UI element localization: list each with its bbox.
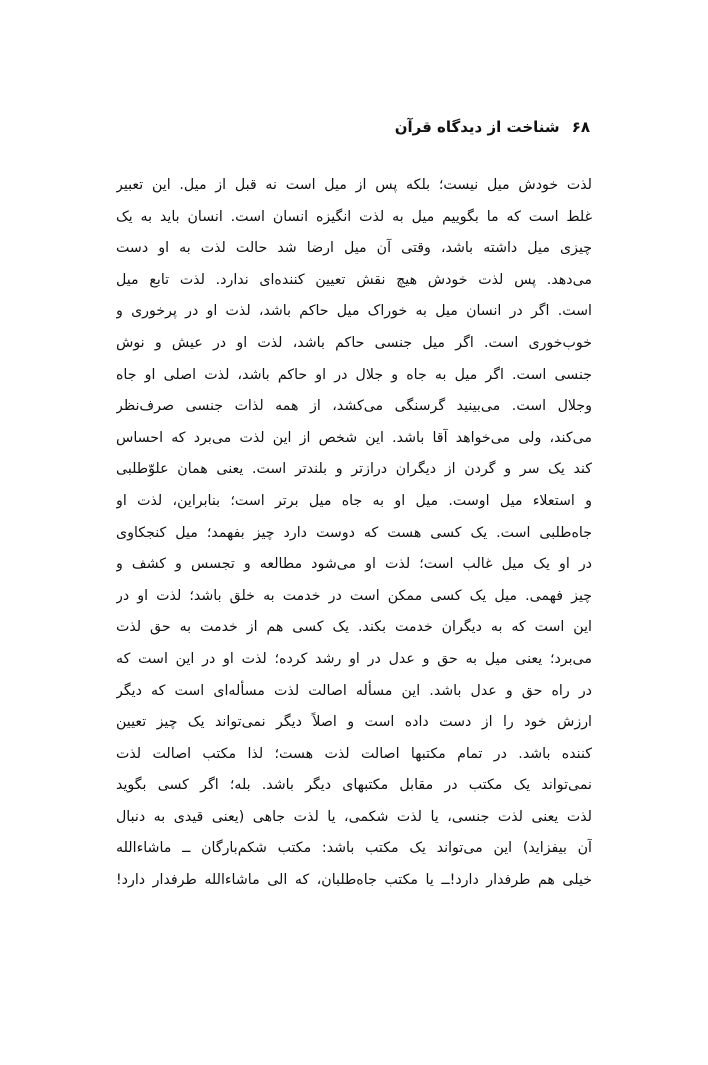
- text-line: وجلال است. می‌بینید گرسنگی می‌کشد، از همه لذات جنسی صرف‌نظر: [116, 398, 592, 415]
- text-line: خیلی هم طرفدار دارد!ــ یا مکتب جاه‌طلبان، که الی ماشاءالله طرفدار دارد!: [116, 872, 592, 889]
- text-line: این است که به دیگران خدمت بکند. یک کسی هم از خدمت به حق لذت: [116, 619, 592, 636]
- text-line: چیز فهمی. میل یک کسی ممکن است در خدمت به خلق باشد؛ لذت او در: [116, 587, 592, 604]
- text-line: در او یک میل غالب است؛ لذت او می‌شود مطالعه و تجسس و کشف و: [116, 556, 592, 573]
- text-line: است. اگر در انسان میل به خوراک میل حاکم باشد، لذت او در پرخوری و: [116, 303, 592, 320]
- book-title: شناخت از دیدگاه قرآن: [394, 118, 560, 136]
- text-line: جاه‌طلبی است. یک کسی هست که دوست دارد چیز بفهمد؛ میل کنجکاوی: [116, 524, 592, 541]
- text-line: نمی‌تواند یک مکتب در مقابل مکتبهای دیگر باشد. بله؛ اگر کسی بگوید: [116, 777, 592, 794]
- text-line: غلط است که ما بگوییم میل به لذت انگیزه انسان است. انسان باید به یک: [116, 208, 592, 225]
- text-line: خوب‌خوری است. اگر میل جنسی حاکم باشد، لذت او در عیش و نوش: [116, 334, 592, 351]
- text-line: در راه حق و عدل باشد. این مسأله اصالت لذت مسأله‌ای است که دیگر: [116, 682, 592, 699]
- body-paragraph: [116, 170, 592, 897]
- text-line: چیزی میل داشته باشد، وقتی آن میل ارضا شد حالت لذت به او دست: [116, 240, 592, 257]
- text-line: می‌دهد. پس لذت خودش هیچ نقش تعیین کننده‌ای ندارد. لذت تابع میل: [116, 271, 592, 288]
- text-line: آن بیفزاید) این می‌تواند یک مکتب باشد: مکتب شکم‌بارگان ــ ماشاءالله: [116, 840, 592, 857]
- page-number: ۶۸: [571, 118, 590, 136]
- text-line: جنسی است. اگر میل به جاه و جلال در او حاکم باشد، لذت اصلی او جاه: [116, 366, 592, 383]
- text-line: لذت یعنی لذت جنسی، یا لذت شکمی، یا لذت جاهی (یعنی قیدی به دنبال: [116, 808, 592, 825]
- text-line: کند یک سر و گردن از دیگران درازتر و بلندتر است. یعنی همان علوّطلبی: [116, 461, 592, 478]
- text-line: کننده باشد. در تمام مکتبها اصالت لذت هست؛ لذا مکتب اصالت لذت: [116, 745, 592, 762]
- text-line: لذت خودش میل نیست؛ بلکه پس از میل است نه قبل از میل. این تعبیر: [116, 177, 592, 193]
- text-line: و استعلاء میل اوست. میل او به جاه میل برتر است؛ بنابراین، لذت او: [116, 492, 592, 509]
- text-line: می‌برد؛ یعنی میل به حق و عدل در او رشد کرده؛ لذت او در این است که: [116, 650, 592, 667]
- text-line: می‌کند، ولی می‌خواهد آقا باشد. این شخص از این لذت می‌برد که احساس: [116, 429, 592, 446]
- text-line: ارزش خود را از دست داده است و اصلاً دیگر نمی‌تواند یک چیز تعیین: [116, 714, 592, 731]
- running-header: [395, 118, 590, 136]
